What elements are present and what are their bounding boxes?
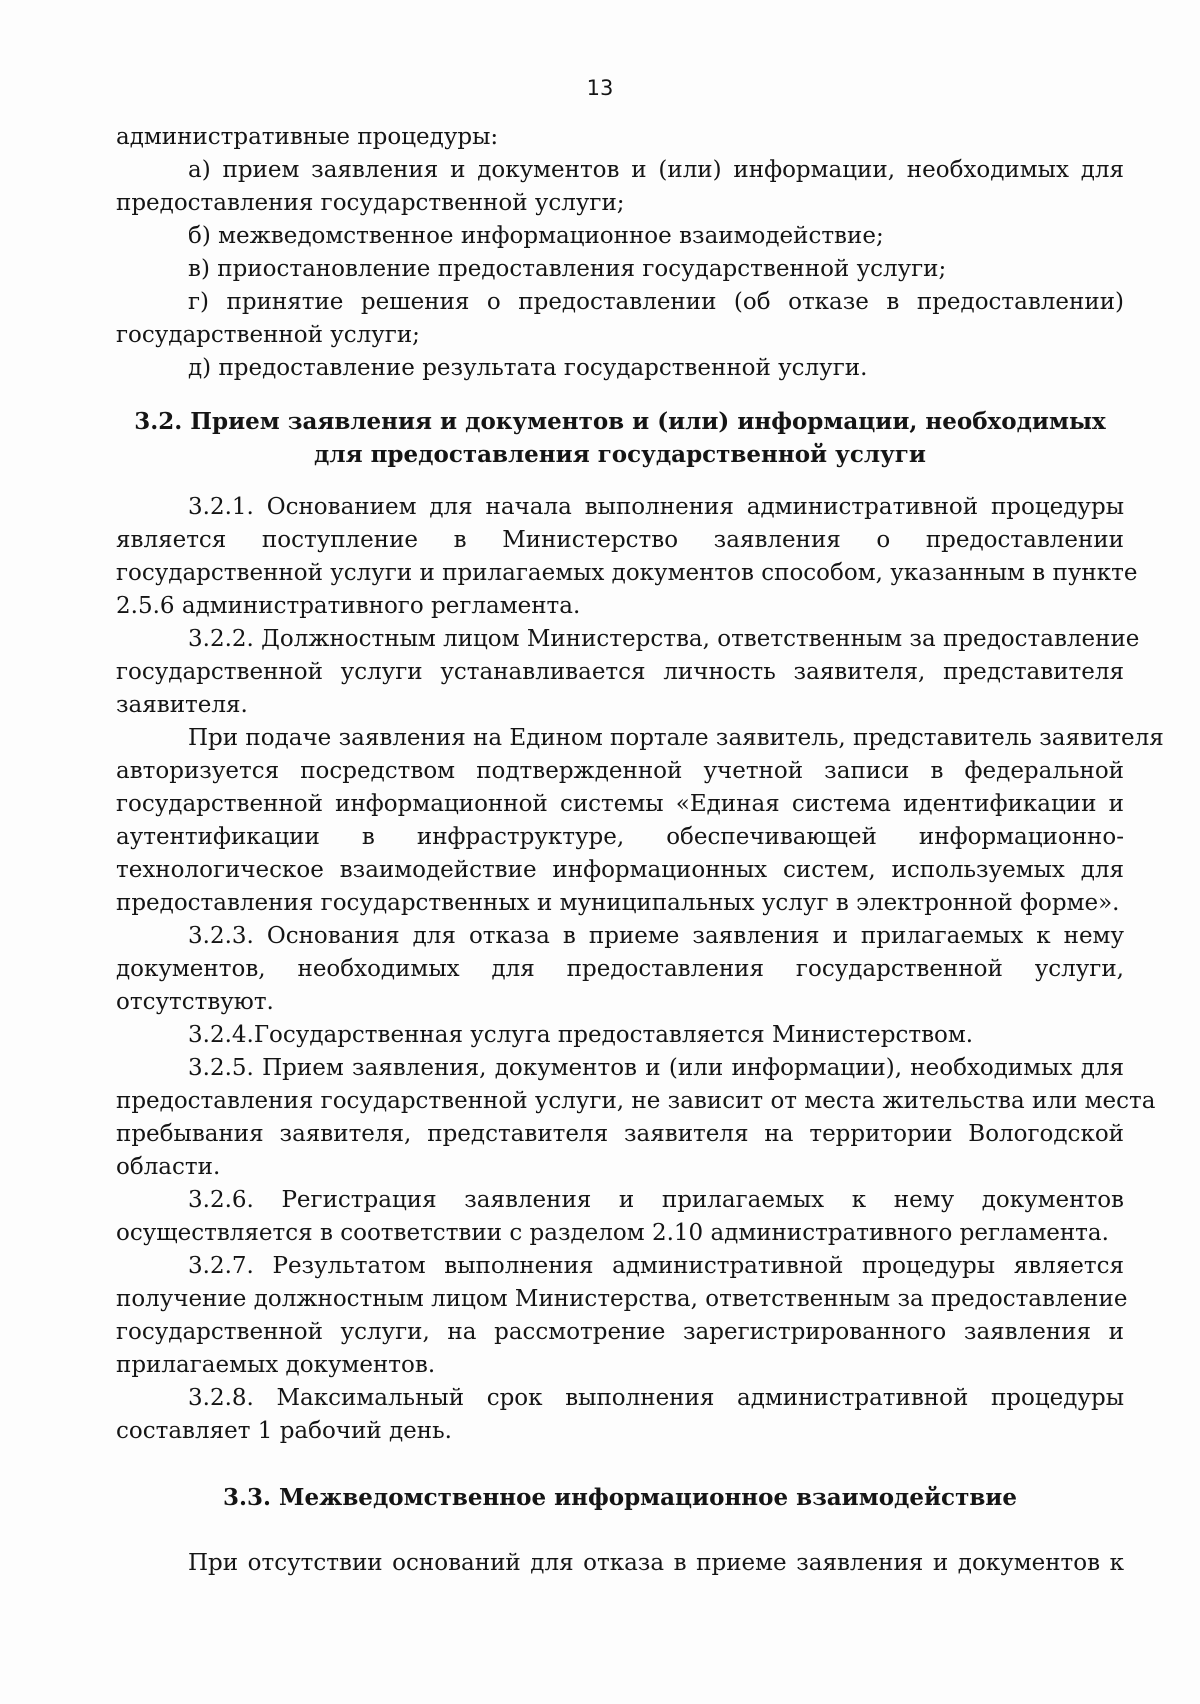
text-line: государственной услуги устанавливается личность заявителя, представителя xyxy=(116,659,1124,685)
text-line: предоставления государственной услуги, не зависит от места жительства или места xyxy=(116,1088,1156,1114)
text-line: заявителя. xyxy=(116,692,248,718)
text-line: авторизуется посредством подтвержденной учетной записи в федеральной xyxy=(116,758,1124,784)
text-line: государственной услуги, на рассмотрение зарегистрированного заявления и xyxy=(116,1319,1124,1345)
text-line: 3.2.4.Государственная услуга предоставляется Министерством. xyxy=(188,1022,974,1048)
text-line: осуществляется в соответствии с разделом 2.10 административного регламента. xyxy=(116,1220,1109,1246)
text-line: составляет 1 рабочий день. xyxy=(116,1418,452,1444)
page-number: 13 xyxy=(586,76,614,100)
text-line: 3.2.8. Максимальный срок выполнения административной процедуры xyxy=(188,1385,1124,1411)
text-line: При подаче заявления на Едином портале заявитель, представитель заявителя xyxy=(188,725,1164,751)
text-line: государственной услуги; xyxy=(116,322,420,348)
text-line: получение должностным лицом Министерства, ответственным за предоставление xyxy=(116,1286,1128,1312)
text-line: документов, необходимых для предоставления государственной услуги, xyxy=(116,956,1124,982)
text-line: административные процедуры: xyxy=(116,124,499,150)
text-line: 3.2.1. Основанием для начала выполнения административной процедуры xyxy=(188,494,1124,520)
section-heading: 3.2. Прием заявления и документов и (или) информации, необходимых xyxy=(134,408,1106,435)
document-body xyxy=(116,121,1164,1580)
text-line: 3.2.6. Регистрация заявления и прилагаемых к нему документов xyxy=(188,1187,1124,1213)
text-line: При отсутствии оснований для отказа в приеме заявления и документов к xyxy=(188,1550,1124,1576)
text-line: является поступление в Министерство заявления о предоставлении xyxy=(116,527,1124,553)
text-line: в) приостановление предоставления государственной услуги; xyxy=(188,256,947,282)
text-line: отсутствуют. xyxy=(116,989,274,1015)
text-line: а) прием заявления и документов и (или) информации, необходимых для xyxy=(188,157,1124,183)
text-line: 3.2.3. Основания для отказа в приеме заявления и прилагаемых к нему xyxy=(188,923,1124,949)
text-line: предоставления государственных и муниципальных услуг в электронной форме». xyxy=(116,890,1120,916)
text-line: предоставления государственной услуги; xyxy=(116,190,625,216)
text-line: 3.2.5. Прием заявления, документов и (или информации), необходимых для xyxy=(188,1055,1124,1081)
text-line: технологическое взаимодействие информационных систем, используемых для xyxy=(116,857,1124,883)
text-line: б) межведомственное информационное взаимодействие; xyxy=(188,223,884,249)
text-line: области. xyxy=(116,1154,221,1180)
text-line: 3.2.7. Результатом выполнения административной процедуры является xyxy=(188,1253,1124,1279)
text-line: 2.5.6 административного регламента. xyxy=(116,593,581,619)
text-line: пребывания заявителя, представителя заявителя на территории Вологодской xyxy=(116,1121,1124,1147)
section-heading: для предоставления государственной услуги xyxy=(314,441,926,468)
text-line: прилагаемых документов. xyxy=(116,1352,436,1378)
text-line: аутентификации в инфраструктуре, обеспечивающей информационно- xyxy=(116,824,1124,850)
text-line: 3.2.2. Должностным лицом Министерства, ответственным за предоставление xyxy=(188,626,1140,652)
text-line: государственной услуги и прилагаемых документов способом, указанным в пункте xyxy=(116,560,1138,586)
text-line: д) предоставление результата государственной услуги. xyxy=(188,355,868,381)
text-line: государственной информационной системы «Единая система идентификации и xyxy=(116,791,1124,817)
text-line: г) принятие решения о предоставлении (об отказе в предоставлении) xyxy=(188,289,1124,315)
section-heading: 3.3. Межведомственное информационное взаимодействие xyxy=(222,1484,1017,1511)
